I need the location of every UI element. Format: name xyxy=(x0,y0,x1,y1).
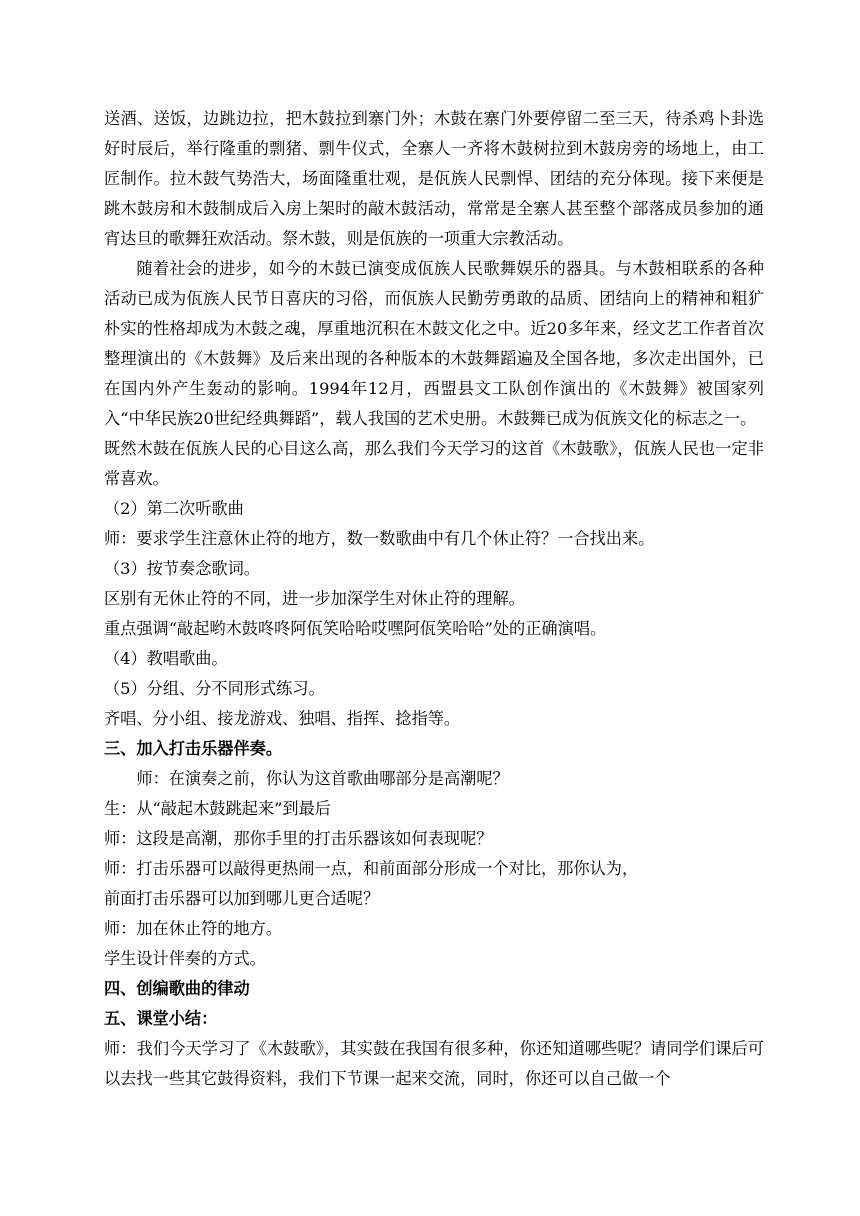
student-climax-answer: 生：从“敲起木鼓跳起来”到最后 xyxy=(104,799,331,818)
paragraph-song-introduction: 既然木鼓在佤族人民的心目这么高，那么我们今天学习的这首《木鼓歌》，佤族人民也一定非常喜欢。 xyxy=(104,439,764,488)
section-heading-movement: 四、创编歌曲的律动 xyxy=(104,979,250,998)
teacher-rest-instruction: 师：要求学生注意休止符的地方，数一数歌曲中有几个休止符？一合找出来。 xyxy=(104,529,655,548)
percussion-placement-question: 前面打击乐器可以加到哪儿更合适呢？ xyxy=(104,889,380,908)
teacher-rest-placement: 师：加在休止符的地方。 xyxy=(104,919,283,938)
step-teach-song: （4）教唱歌曲。 xyxy=(104,649,228,668)
teacher-contrast-remark: 师：打击乐器可以敲得更热闹一点，和前面部分形成一个对比，那你认为， xyxy=(104,859,639,878)
student-accompaniment-design: 学生设计伴奏的方式。 xyxy=(104,949,266,968)
paragraph-wooden-drum-ritual: 送酒、送饭，边跳边拉，把木鼓拉到寨门外；木鼓在寨门外要停留二至三天，待杀鸡卜卦选好时辰后，举行隆重的剽猪、剽牛仪式，全寨人一齐将木鼓树拉到木鼓房旁的场地上，由工匠制作。拉木鼓气势浩大，场面隆重壮观，是佤族人民剽悍、团结的充分体现。接下来便是跳木鼓房和木鼓制成后入房上架时的敲木鼓活动，常常是全寨人甚至整个部落成员参加的通宵达旦的歌舞狂欢活动。祭木鼓，则是佤族的一项重大宗教活动。 xyxy=(104,109,764,248)
section-heading-percussion: 三、加入打击乐器伴奏。 xyxy=(104,739,283,758)
teacher-percussion-question: 师：这段是高潮，那你手里的打击乐器该如何表现呢？ xyxy=(104,829,493,848)
teacher-climax-question: 师：在演奏之前，你认为这首歌曲哪部分是高潮呢？ xyxy=(136,769,509,788)
practice-forms-list: 齐唱、分小组、接龙游戏、独唱、指挥、捻指等。 xyxy=(104,709,461,728)
section-heading-summary: 五、课堂小结： xyxy=(104,1009,218,1028)
step-group-practice: （5）分组、分不同形式练习。 xyxy=(104,679,325,698)
teacher-summary-paragraph: 师：我们今天学习了《木鼓歌》，其实鼓在我国有很多种，你还知道哪些呢？请同学们课后可以去找一些其它鼓得资料，我们下节课一起来交流，同时，你还可以自己做一个 xyxy=(104,1039,764,1088)
rest-comparison-note: 区别有无休止符的不同，进一步加深学生对休止符的理解。 xyxy=(104,589,525,608)
document-page xyxy=(104,104,764,1094)
paragraph-wooden-drum-culture: 随着社会的进步，如今的木鼓已演变成佤族人民歌舞娱乐的器具。与木鼓相联系的各种活动已成为佤族人民节日喜庆的习俗，而佤族人民勤劳勇敢的品质、团结向上的精神和粗犷朴实的性格却成为木鼓之魂，厚重地沉积在木鼓文化之中。近20多年来，经文艺工作者首次整理演出的《木鼓舞》及后来出现的各种版本的木鼓舞蹈遍及全国各地，多次走出国外，已在国内外产生轰动的影响。1994年12月，西盟县文工队创作演出的《木鼓舞》被国家列入“中华民族20世纪经典舞蹈”，载人我国的艺术史册。木鼓舞已成为佤族文化的标志之一。 xyxy=(104,259,764,428)
step-second-listening: （2）第二次听歌曲 xyxy=(104,499,244,518)
key-phrase-emphasis: 重点强调“敲起哟木鼓咚咚阿佤笑哈哈哎嘿阿佤笑哈哈”处的正确演唱。 xyxy=(104,619,607,638)
step-rhythm-reading: （3）按节奏念歌词。 xyxy=(104,559,260,578)
